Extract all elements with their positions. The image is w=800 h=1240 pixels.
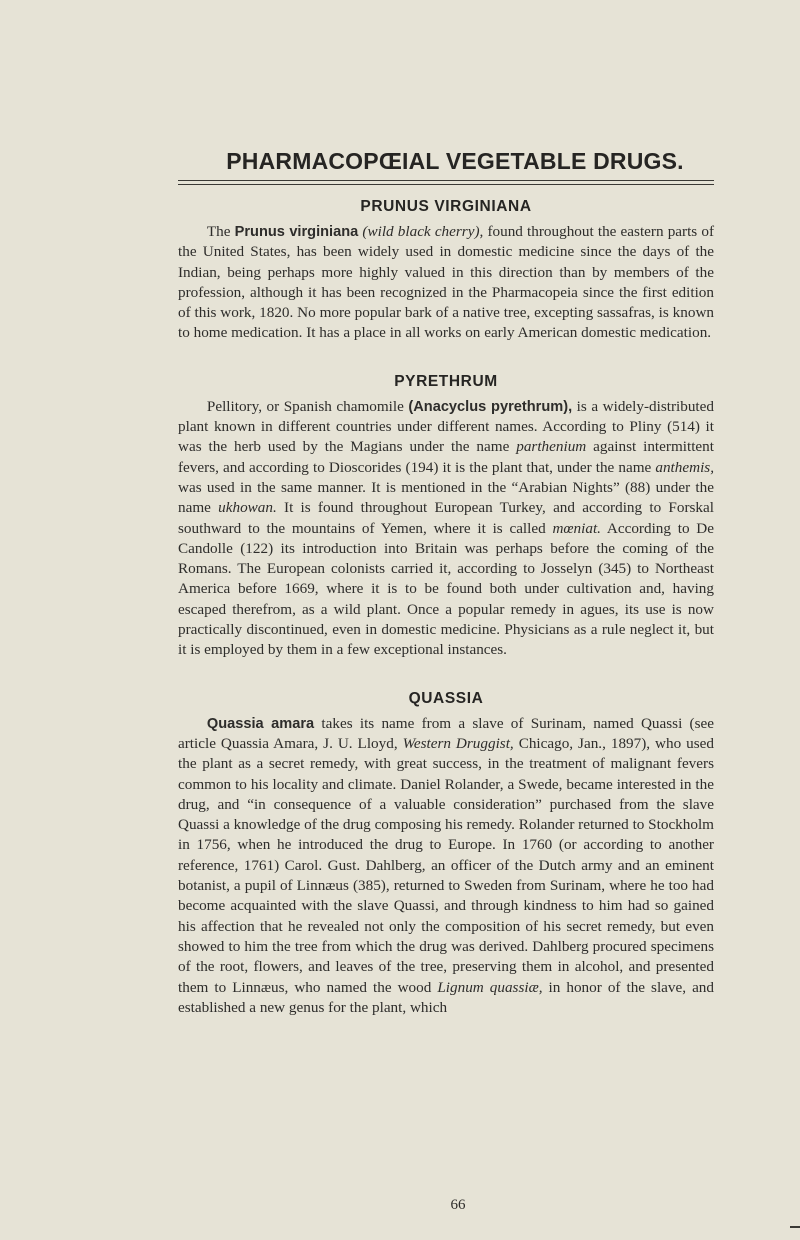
header-rule-bottom	[178, 184, 714, 185]
section-heading: QUASSIA	[408, 689, 484, 707]
page-number: 66	[450, 1197, 466, 1213]
botanical-name: Quassia amara	[206, 715, 315, 732]
text-run: takes its name from a slave of Surinam, named Quassi (see article Quassia Amara, J. U. Lloyd,	[178, 714, 714, 752]
text-run: According to De Candolle (122) its introduction into Britain was perhaps before the coming of the Romans. The European colonists carried it, according to Josselyn (345) to Northeast America before 1669, where it is to be found both under cultivation and, having escaped therefrom, as a wild plant. Once a popular remedy in agues, its use is now practically discontinued, even in domestic medicine. Physicians as a rule neglect it, but it is employed by them in a few exceptional instances.	[178, 519, 714, 659]
italic-term: ukhowan.	[218, 499, 277, 517]
text-run: is a widely-distributed plant known in different countries under different names. According to Pliny (514) it was the herb used by the Magians under the name	[178, 397, 714, 456]
italic-term: parthenium	[516, 438, 587, 456]
section-heading: PRUNUS VIRGINIANA	[360, 198, 532, 215]
section-heading: PYRETHRUM	[394, 372, 498, 390]
edge-mark	[790, 1226, 800, 1228]
botanical-name: (Anacyclus pyrethrum),	[408, 398, 573, 415]
italic-term: mœniat.	[552, 519, 601, 537]
body-paragraph	[178, 714, 714, 1018]
italic-term: anthemis,	[655, 458, 714, 476]
body-paragraph	[178, 222, 714, 344]
text-run: The	[206, 223, 235, 240]
italic-term: Western Druggist,	[402, 734, 514, 752]
section-pyrethrum	[178, 371, 714, 661]
body-paragraph	[178, 397, 714, 661]
text-run: Chicago, Jan., 1897), who used the plant as a secret remedy, with great success, in the treatment of malignant fevers common to his locality and climate. Daniel Rolander, a Swede, became interested in the drug, and “in consequence of a valuable consideration” purchased from the slave Quassi a knowledge of the drug composing his remedy. Rolander returned to Stockholm in 1756, when he introduced the drug to Europe. In 1760 (or according to another reference, 1761) Carol. Gust. Dahlberg, an officer of the Dutch army and an eminent botanist, a pupil of Linnæus (385), returned to Sweden from Surinam, where he too had become acquainted with the slave Quassi, and through kindness to him had so gained his affection that he revealed not only the composition of his secret remedy, but even showed to him the tree from which the drug was derived. Dahlberg procured specimens of the root, flowers, and leaves of the tree, preserving them in alcohol, and presented them to Linnæus, who named the wood	[178, 734, 714, 996]
text-run: against intermittent fevers, and according to Dioscorides (194) it is the plant that, under the name	[178, 438, 714, 476]
section-prunus-virginiana	[178, 196, 714, 344]
text-run: It is found throughout European Turkey, and according to Forskal southward to the mountains of Yemen, where it is called	[178, 499, 714, 537]
text-run: was used in the same manner. It is mentioned in the “Arabian Nights” (88) under the name	[178, 478, 714, 517]
text-run: found throughout the eastern parts of the United States, has been widely used in domestic medicine since the days of the Indian, being perhaps more highly valued in this direction than by members of the profession, although it has been recognized in the Pharmacopeia since the first edition of this work, 1820. No more popular bark of a native tree, excepting sassafras, is known to home medication. It has a place in all works on early American domestic medication.	[178, 223, 715, 342]
text-run: Pellitory, or Spanish chamomile	[206, 397, 409, 415]
text-run: in honor of the slave, and established a new genus for the plant, which	[178, 978, 714, 1016]
common-name: (wild black cherry),	[362, 223, 484, 240]
header-rule-top	[178, 180, 714, 181]
section-quassia	[178, 688, 714, 1018]
running-head: PHARMACOPŒIAL VEGETABLE DRUGS.	[226, 148, 684, 174]
page-content	[178, 196, 714, 1018]
italic-term: Lignum quassiæ,	[437, 978, 543, 996]
botanical-name: Prunus virginiana	[234, 224, 359, 240]
